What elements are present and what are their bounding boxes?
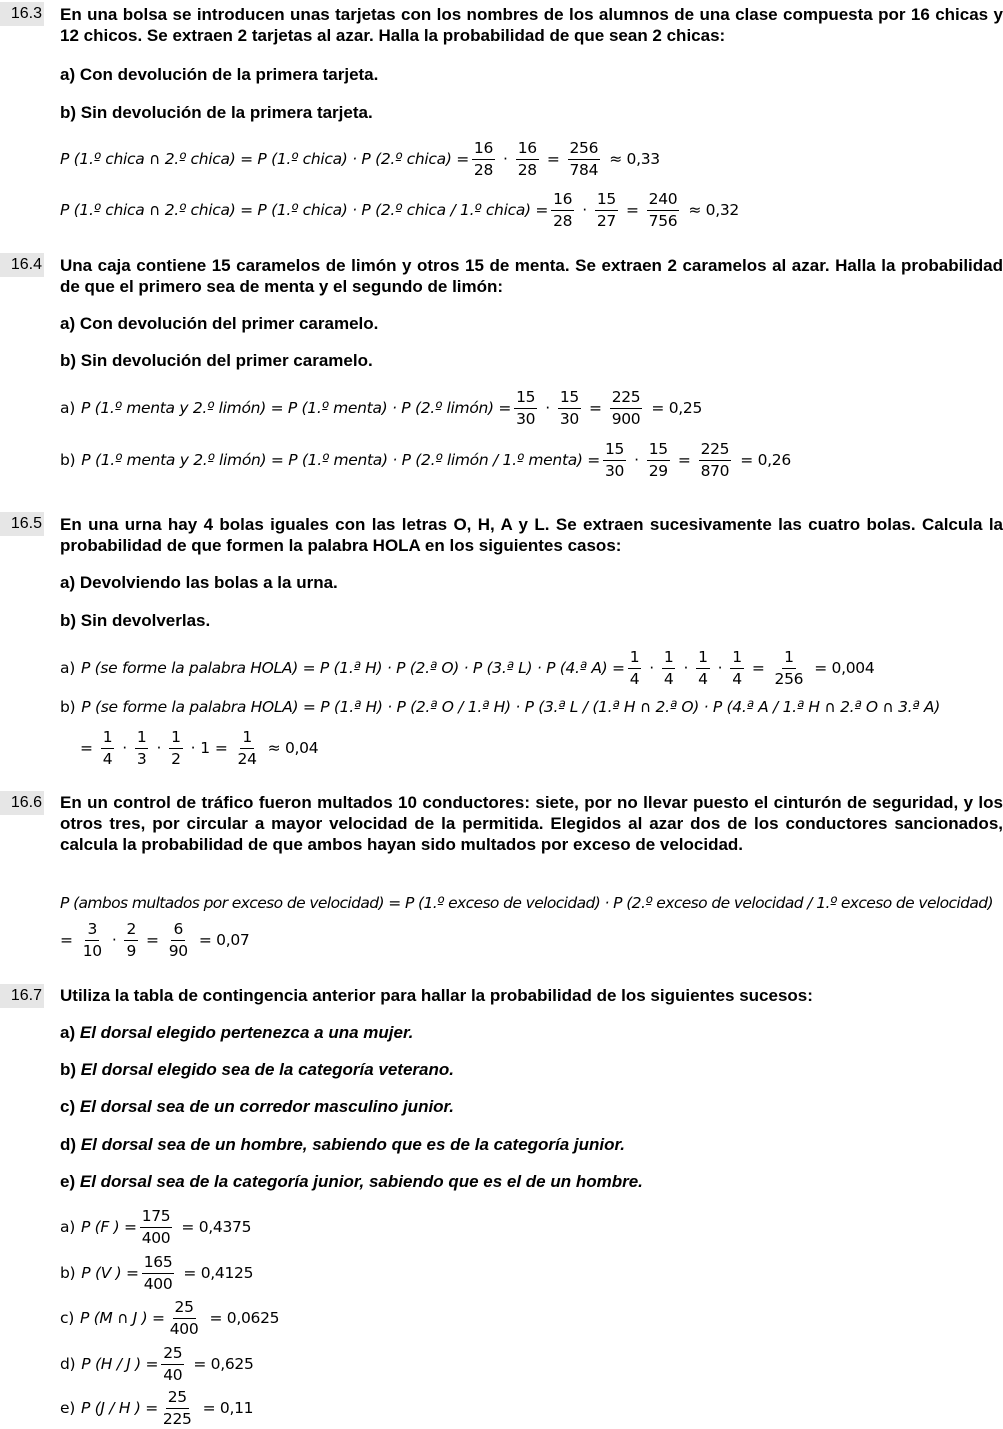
- fraction: [161, 1388, 194, 1429]
- problem-number: 16.4: [0, 253, 44, 277]
- solution-label: a): [60, 399, 75, 417]
- solution-line: [60, 1344, 254, 1384]
- result-value: ≈ 0,33: [609, 150, 660, 168]
- problem-number: 16.5: [0, 512, 44, 536]
- denominator: 400: [169, 1319, 199, 1338]
- numerator: 1: [782, 648, 796, 669]
- part-letter: a): [60, 1023, 76, 1042]
- denominator: 4: [102, 749, 113, 768]
- solution-lhs: P (1.º menta y 2.º limón) = P (1.º menta) · P (2.º limón / 1.º menta) =: [81, 451, 600, 469]
- problem-part: b) Sin devolución de la primera tarjeta.: [60, 103, 373, 122]
- fraction: [142, 1253, 175, 1294]
- denominator: 4: [698, 669, 708, 688]
- denominator: 28: [473, 160, 494, 179]
- solution-lhs: P (1.º menta y 2.º limón) = P (1.º menta) · P (2.º limón) =: [80, 399, 512, 417]
- result-value: = 0,26: [740, 451, 791, 469]
- solution-line: a) P (se forme la palabra HOLA) = P (1.ª H) · P (2.ª O) · P (3.ª L) · P (4.ª A) = $\frac{1}{4}$ · $\frac{1}{4}$ · $\frac{1}{4}$ · $\frac{1}{4}$ = $\frac{1}{256}$ = 0,004: [60, 647, 875, 688]
- result-value: = 0,11: [202, 1399, 254, 1417]
- denominator: 90: [168, 941, 188, 960]
- solution-line: b) P (1.º menta y 2.º limón) = P (1.º menta) · P (2.º limón / 1.º menta) = $\frac{15}{30}$ · $\frac{15}{29}$ = $\frac{225}{870}$ = 0,26: [60, 439, 791, 480]
- result-value: = 0,0625: [209, 1309, 280, 1327]
- fraction: [647, 190, 680, 231]
- fraction: [603, 440, 626, 481]
- problem-part: b) Sin devolverlas.: [60, 611, 211, 630]
- fraction: [730, 648, 744, 689]
- numerator: 15: [603, 440, 626, 461]
- solution-line: = $\frac{1}{4}$ · $\frac{1}{3}$ · $\frac{1}{2}$ · 1 = $\frac{1}{24}$ ≈ 0,04: [80, 727, 319, 768]
- part-letter: e): [60, 1172, 76, 1191]
- problem-part: [60, 1134, 625, 1155]
- problem-part: a) Devolviendo las bolas a la urna.: [60, 573, 338, 592]
- numerator: 1: [662, 648, 676, 669]
- denominator: 225: [162, 1409, 192, 1428]
- fraction: [101, 728, 115, 769]
- denominator: 24: [237, 749, 257, 768]
- fraction: [168, 1298, 201, 1339]
- solution-line: [60, 1298, 279, 1338]
- numerator: 165: [142, 1253, 175, 1274]
- solution-line: a) P (1.º menta y 2.º limón) = P (1.º menta) · P (2.º limón) = $\frac{15}{30}$ · $\frac{15}{30}$ = $\frac{225}{900}$ = 0,25: [60, 387, 703, 428]
- solution-line: P (1.º chica ∩ 2.º chica) = P (1.º chica) · P (2.º chica / 1.º chica) = $\frac{16}{28}$ · $\frac{15}{27}$ = $\frac{240}{756}$ ≈ 0,32: [60, 189, 739, 230]
- denominator: 400: [143, 1274, 173, 1293]
- numerator: 16: [516, 139, 539, 160]
- fraction: [514, 388, 537, 429]
- numerator: 15: [595, 190, 618, 211]
- solution-lhs: P (1.º chica ∩ 2.º chica) = P (1.º chica) · P (2.º chica) =: [60, 150, 469, 168]
- fraction: [551, 190, 574, 231]
- fraction: [773, 648, 806, 689]
- result-value: = 0,625: [193, 1355, 254, 1373]
- result-value: = 0,25: [651, 399, 703, 417]
- fraction: [472, 139, 495, 180]
- problem-part: [60, 1059, 454, 1080]
- numerator: 225: [699, 440, 732, 461]
- problem-number: 16.3: [0, 2, 44, 26]
- result-value: ≈ 0,32: [688, 201, 739, 219]
- solution-lhs: P (ambos multados por exceso de velocidad) = P (1.º exceso de velocidad) · P (2.º exceso de velocidad / 1.º exceso de velocidad): [60, 894, 993, 912]
- numerator: 175: [140, 1207, 173, 1228]
- problem-number: 16.7: [0, 984, 44, 1008]
- solution-line: [60, 1207, 251, 1247]
- part-text: El dorsal sea de un corredor masculino junior.: [79, 1097, 454, 1116]
- solution-lhs: P (V ) =: [81, 1264, 139, 1282]
- problem-statement: Una caja contiene 15 caramelos de limón y otros 15 de menta. Se extraen 2 caramelos al azar. Halla la probabilidad de que el primero sea de menta y el segundo de limón:: [60, 256, 1003, 296]
- problem-statement: En una urna hay 4 bolas iguales con las letras O, H, A y L. Se extraen sucesivamente las cuatro bolas. Calcula la probabilidad de que formen la palabra HOLA en los siguientes casos:: [60, 515, 1003, 555]
- fraction: [135, 728, 149, 769]
- denominator: 10: [82, 941, 102, 960]
- numerator: 256: [568, 139, 601, 160]
- problem-number: 16.6: [0, 791, 44, 815]
- factor-one: 1: [200, 739, 210, 757]
- part-text: El dorsal sea de un hombre, sabiendo que es de la categoría junior.: [80, 1135, 625, 1154]
- solution-label: a): [60, 659, 75, 677]
- fraction: [595, 190, 618, 231]
- part-letter: c): [60, 1097, 76, 1116]
- fraction: [140, 1207, 173, 1248]
- solution-line: = $\frac{3}{10}$ · $\frac{2}{9}$ = $\frac{6}{90}$ = 0,07: [60, 919, 250, 960]
- fraction: [696, 648, 710, 689]
- fraction: [568, 139, 601, 180]
- numerator: 3: [85, 920, 99, 941]
- denominator: 29: [648, 461, 668, 480]
- fraction: [161, 1344, 184, 1385]
- numerator: 1: [101, 728, 115, 749]
- numerator: 1: [169, 728, 183, 749]
- denominator: 4: [663, 669, 674, 688]
- result-value: = 0,4125: [183, 1264, 254, 1282]
- solution-label: e): [60, 1399, 75, 1417]
- fraction: [610, 388, 643, 429]
- numerator: 240: [647, 190, 680, 211]
- denominator: 400: [141, 1228, 171, 1247]
- numerator: 1: [696, 648, 710, 669]
- fraction: [169, 728, 183, 769]
- numerator: 15: [514, 388, 537, 409]
- denominator: 40: [163, 1365, 183, 1384]
- denominator: 3: [136, 749, 147, 768]
- fraction: [167, 920, 190, 961]
- numerator: 1: [730, 648, 744, 669]
- numerator: 25: [161, 1344, 184, 1365]
- numerator: 16: [472, 139, 495, 160]
- denominator: 256: [774, 669, 804, 688]
- problem-part: [60, 1171, 643, 1192]
- denominator: 30: [604, 461, 625, 480]
- numerator: 25: [173, 1298, 196, 1319]
- result-value: = 0,004: [814, 659, 875, 677]
- fraction: [81, 920, 104, 961]
- solution-label: d): [60, 1355, 76, 1373]
- numerator: 225: [610, 388, 643, 409]
- fraction: [628, 648, 642, 689]
- denominator: 2: [171, 749, 181, 768]
- result-value: = 0,4375: [181, 1218, 252, 1236]
- part-text: El dorsal sea de la categoría junior, sabiendo que es el de un hombre.: [79, 1172, 643, 1191]
- solution-lhs: P (1.º chica ∩ 2.º chica) = P (1.º chica) · P (2.º chica / 1.º chica) =: [60, 201, 549, 219]
- numerator: 1: [135, 728, 149, 749]
- fraction: [647, 440, 670, 481]
- solution-line: [60, 1388, 253, 1428]
- denominator: 28: [517, 160, 537, 179]
- denominator: 28: [553, 211, 573, 230]
- denominator: 4: [629, 669, 640, 688]
- fraction: [558, 388, 581, 429]
- solution-label: a): [60, 1218, 75, 1236]
- denominator: 900: [611, 409, 641, 428]
- denominator: 870: [700, 461, 730, 480]
- denominator: 9: [126, 941, 137, 960]
- fraction: [124, 920, 138, 961]
- part-letter: d): [60, 1135, 77, 1154]
- problem-statement: En un control de tráfico fueron multados 10 conductores: siete, por no llevar puesto el cinturón de seguridad, y los otros tres, por circular a mayor velocidad de la permitida. Elegidos al azar dos de los conductores sancionados, calcula la probabilidad de que ambos hayan sido multados por exceso de velocidad.: [60, 793, 1003, 854]
- solution-lhs: P (M ∩ J ) =: [79, 1309, 165, 1327]
- denominator: 30: [559, 409, 579, 428]
- problem-statement: Utiliza la tabla de contingencia anterior para hallar la probabilidad de los siguientes sucesos:: [60, 986, 813, 1005]
- solution-label: b): [60, 698, 76, 716]
- numerator: 15: [647, 440, 670, 461]
- solution-lhs: P (F ) =: [80, 1218, 137, 1236]
- problem-part: [60, 1022, 413, 1043]
- problem-statement: En una bolsa se introducen unas tarjetas con los nombres de los alumnos de una clase compuesta por 16 chicas y 12 chicos. Se extraen 2 tarjetas al azar. Halla la probabilidad de que sean 2 chicas:: [60, 5, 1003, 45]
- solution-lhs: P (se forme la palabra HOLA) = P (1.ª H) · P (2.ª O / 1.ª H) · P (3.ª L / (1.ª H ∩ 2.ª O) · P (4.ª A / 1.ª H ∩ 2.ª O ∩ 3.ª A): [81, 698, 940, 716]
- solution-line: [60, 884, 993, 922]
- fraction: [236, 728, 259, 769]
- problem-part: a) Con devolución del primer caramelo.: [60, 314, 379, 333]
- result-value: = 0,07: [198, 931, 250, 949]
- fraction: [699, 440, 732, 481]
- solution-lhs: P (se forme la palabra HOLA) = P (1.ª H) · P (2.ª O) · P (3.ª L) · P (4.ª A) =: [80, 659, 625, 677]
- problem-part: a) Con devolución de la primera tarjeta.: [60, 65, 379, 84]
- denominator: 784: [569, 160, 599, 179]
- part-text: El dorsal elegido pertenezca a una mujer.: [79, 1023, 414, 1042]
- numerator: 25: [166, 1388, 189, 1409]
- solution-line: [60, 688, 940, 726]
- part-letter: b): [60, 1060, 77, 1079]
- result-value: ≈ 0,04: [267, 739, 319, 757]
- fraction: [516, 139, 539, 180]
- problem-part: b) Sin devolución del primer caramelo.: [60, 351, 373, 370]
- fraction: [662, 648, 676, 689]
- denominator: 4: [732, 669, 742, 688]
- solution-label: b): [60, 451, 76, 469]
- numerator: 6: [171, 920, 185, 941]
- solution-lhs: P (H / J ) =: [81, 1355, 159, 1373]
- solution-lhs: P (J / H ) =: [80, 1399, 158, 1417]
- numerator: 15: [558, 388, 581, 409]
- numerator: 1: [240, 728, 254, 749]
- solution-label: b): [60, 1264, 76, 1282]
- solution-line: P (1.º chica ∩ 2.º chica) = P (1.º chica) · P (2.º chica) = $\frac{16}{28}$ · $\frac{16}{28}$ = $\frac{256}{784}$ ≈ 0,33: [60, 138, 660, 179]
- denominator: 27: [596, 211, 616, 230]
- numerator: 16: [551, 190, 574, 211]
- numerator: 2: [124, 920, 138, 941]
- denominator: 756: [648, 211, 678, 230]
- solution-line: [60, 1253, 253, 1293]
- solution-label: c): [60, 1309, 74, 1327]
- problem-part: [60, 1096, 454, 1117]
- numerator: 1: [628, 648, 642, 669]
- part-text: El dorsal elegido sea de la categoría veterano.: [80, 1060, 454, 1079]
- denominator: 30: [516, 409, 536, 428]
